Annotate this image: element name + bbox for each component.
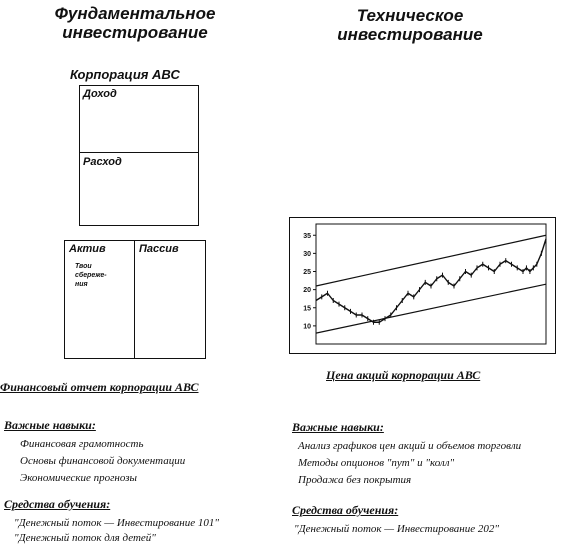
right-skill-item: Продажа без покрытия [298,474,412,486]
right-tools-heading: Средства обучения: [292,503,399,517]
y-tick-label: 30 [303,250,311,258]
balance-divider [134,241,135,358]
left-tool-item: "Денежный поток для детей" [14,532,156,544]
financial-statement-caption: Финансовый отчет корпорации АВС [0,380,199,394]
y-tick-label: 15 [303,305,311,313]
fundamental-heading-line1: Фундаментальное [54,4,216,23]
balance-sheet-box [64,240,206,359]
left-skill-item: Финансовая грамотность [20,438,144,450]
assets-note [75,262,107,289]
right-skills-heading: Важные навыки: [292,420,384,434]
assets-note-1: Твои [75,263,92,270]
expense-label: Расход [83,156,122,168]
left-skill-item: Экономические прогнозы [20,472,137,484]
fundamental-heading [20,4,250,42]
stock-price-chart [290,218,554,352]
corp-title: Корпорация АВС [70,67,180,82]
assets-label: Актив [69,243,106,255]
y-tick-label: 25 [303,269,311,276]
left-tool-item: "Денежный поток — Инвестирование 101" [14,517,219,529]
left-skills-list [20,436,185,487]
income-label: Доход [83,88,117,100]
assets-note-3: ния [75,281,88,288]
right-skills-list [298,438,521,489]
upper-channel-line [316,235,546,286]
technical-heading-line1: Техническое [356,6,464,25]
assets-note-2: сбереже- [75,272,107,279]
income-statement-box [79,85,199,226]
left-skill-item: Основы финансовой документации [20,455,186,467]
income-expense-divider [80,152,198,153]
left-tools-list [14,516,219,546]
left-tools-heading: Средства обучения: [4,497,111,511]
right-skill-item: Анализ графиков цен акций и объемов торговли [298,440,522,452]
stock-price-caption: Цена акций корпорации АВС [326,368,481,382]
liabilities-label: Пассив [139,243,179,255]
y-tick-label: 10 [303,323,311,331]
y-tick-label: 35 [303,232,311,240]
right-skill-item: Методы опционов "пут" и "колл" [298,457,455,469]
technical-heading-line2: инвестирование [337,25,483,44]
right-tools-list [294,521,499,538]
right-tool-item: "Денежный поток — Инвестирование 202" [294,523,499,535]
fundamental-heading-line2: инвестирование [62,23,208,42]
technical-heading [310,6,510,44]
lower-channel-line [316,284,546,333]
left-skills-heading: Важные навыки: [4,418,96,432]
stock-chart-frame [289,217,556,354]
y-tick-label: 20 [303,287,311,295]
